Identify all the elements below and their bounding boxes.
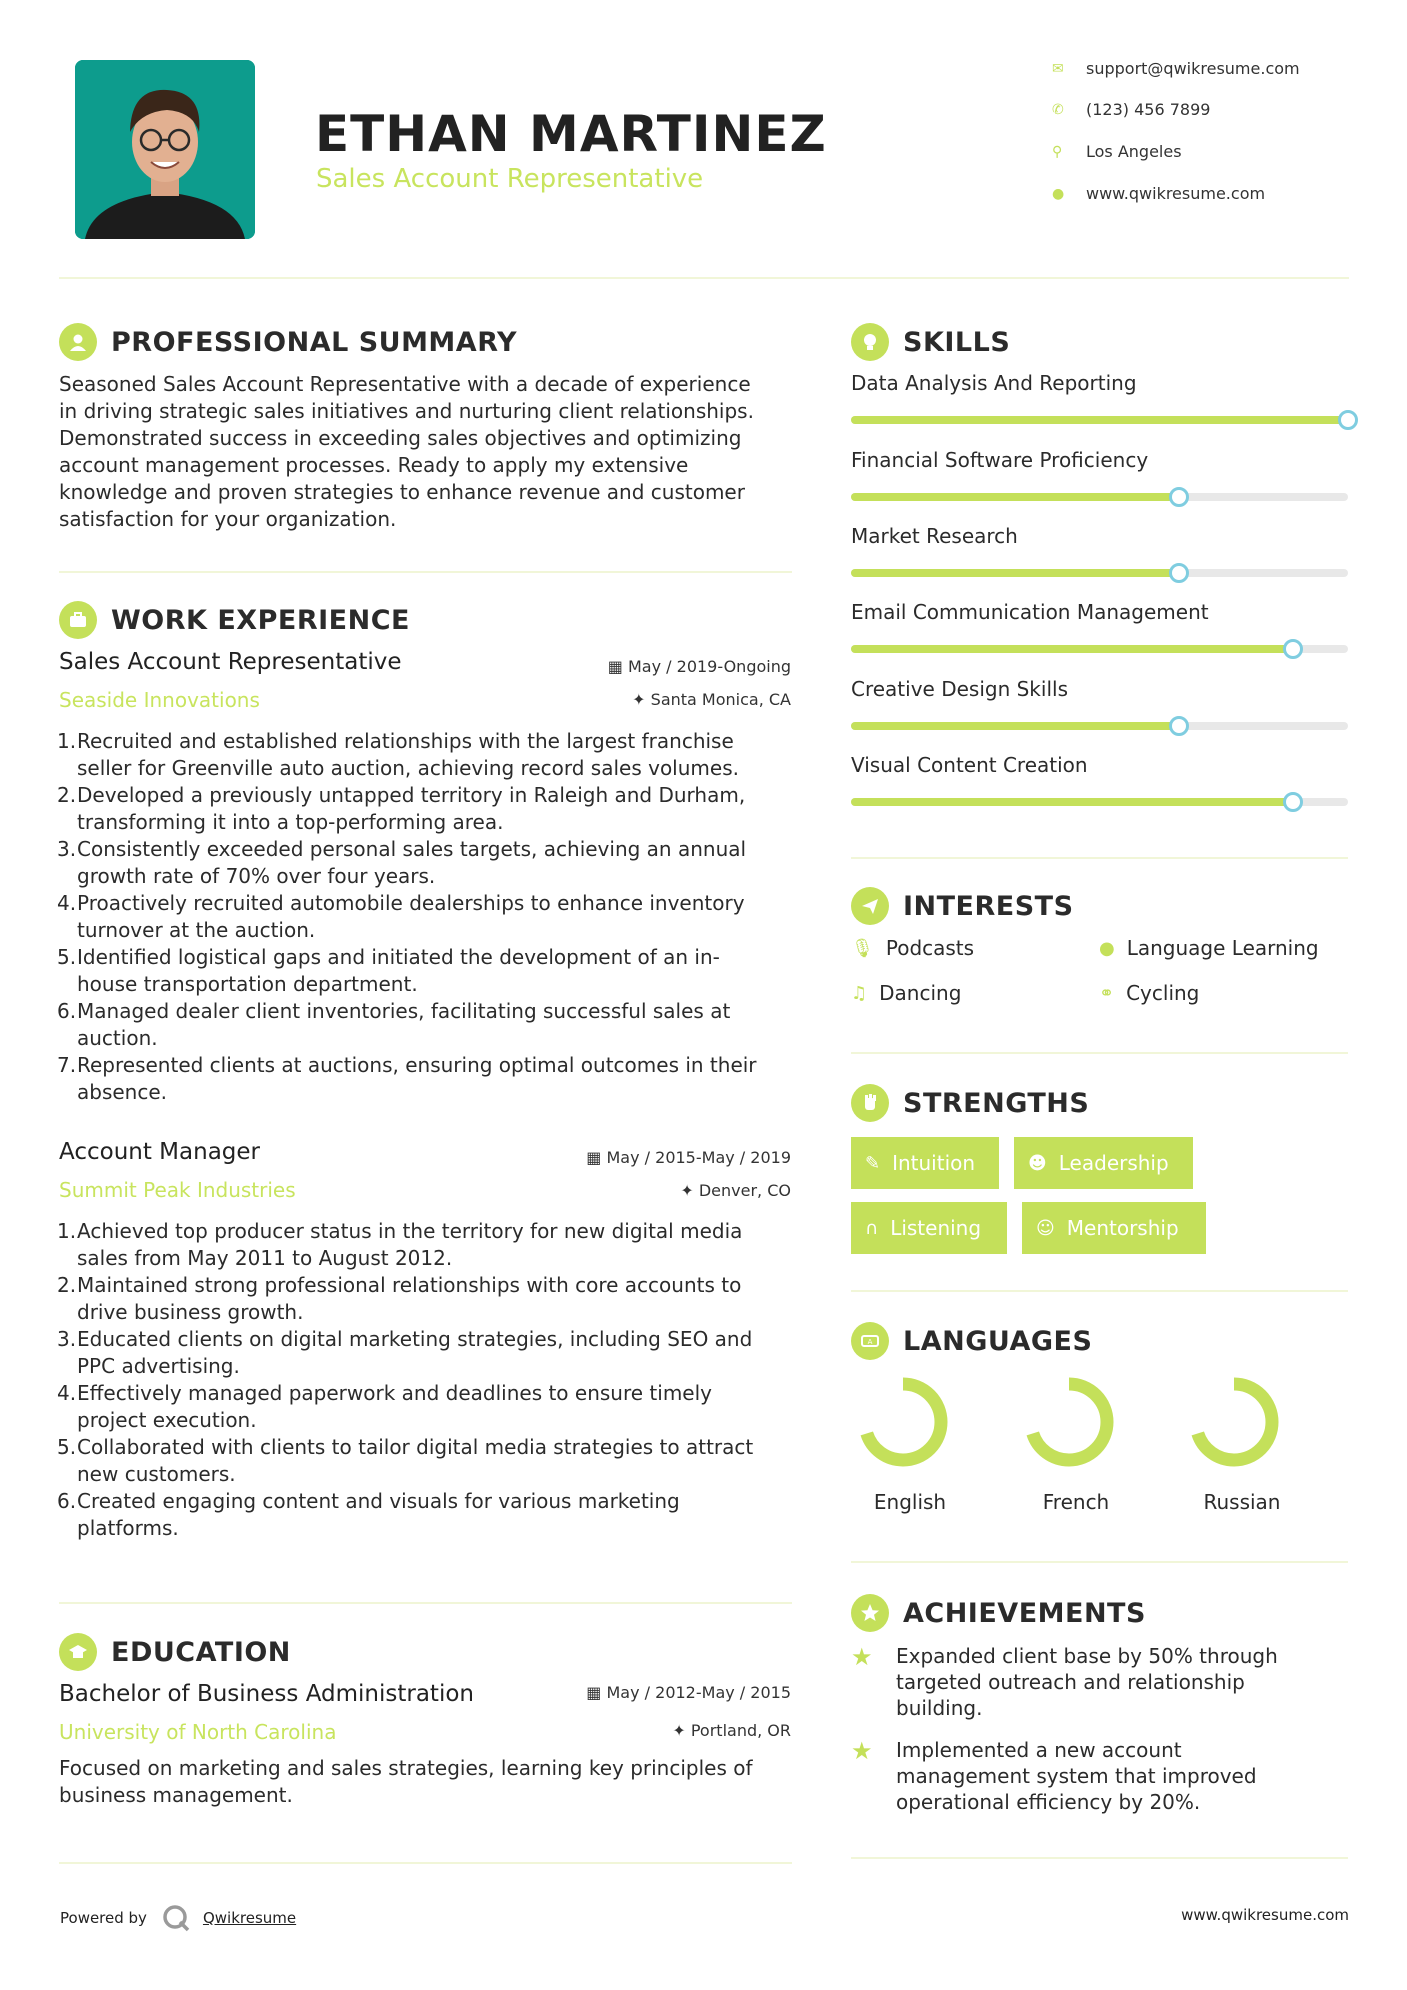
- calendar-icon: ▦: [607, 657, 628, 676]
- languages-divider: [851, 1561, 1348, 1563]
- languages-title: LANGUAGES: [903, 1325, 1093, 1357]
- education-divider: [59, 1862, 792, 1864]
- globe-icon: ●: [1099, 937, 1115, 959]
- strengths-title: STRENGTHS: [903, 1087, 1090, 1119]
- footer-website[interactable]: www.qwikresume.com: [1181, 1906, 1349, 1924]
- summary-title: PROFESSIONAL SUMMARY: [111, 326, 518, 358]
- calendar-icon: ▦: [586, 1148, 607, 1167]
- skill-name: Visual Content Creation: [851, 753, 1088, 777]
- job-1-location: ✦ Santa Monica, CA: [632, 690, 791, 709]
- phone-text: (123) 456 7899: [1086, 100, 1211, 119]
- job-2-company: Summit Peak Industries: [59, 1178, 296, 1202]
- work-divider: [59, 1602, 792, 1604]
- job-1-company: Seaside Innovations: [59, 688, 260, 712]
- header-divider: [59, 277, 1349, 279]
- job-2-date: ▦ May / 2015-May / 2019: [586, 1148, 791, 1167]
- achievements-divider: [851, 1857, 1348, 1859]
- skill-bar: [851, 722, 1348, 730]
- list-item: 2. Developed a previously untapped territory in Raleigh and Durham, transforming it into a top-performing area.: [57, 783, 746, 834]
- paper-plane-icon: [851, 887, 889, 925]
- list-item: 2. Maintained strong professional relationships with core accounts to drive business growth.: [57, 1273, 742, 1324]
- location-text: Los Angeles: [1086, 142, 1182, 161]
- skill-bar-fill: [851, 722, 1179, 730]
- language-ring: [1023, 1376, 1115, 1468]
- star-icon: ★: [851, 1737, 873, 1765]
- pin-icon: ✦: [680, 1181, 699, 1200]
- strength-badge: ☻ Leadership: [1014, 1137, 1193, 1189]
- envelope-icon: ✉: [1052, 60, 1064, 77]
- strength-badge: ☺ Mentorship: [1022, 1202, 1206, 1254]
- skills-title: SKILLS: [903, 326, 1011, 358]
- job-1-title: Sales Account Representative: [59, 649, 402, 675]
- hand-icon: [851, 1084, 889, 1122]
- skill-name: Email Communication Management: [851, 600, 1209, 624]
- summary-heading: [59, 323, 517, 361]
- work-title: WORK EXPERIENCE: [111, 604, 410, 636]
- star-icon: [851, 1594, 889, 1632]
- skill-bar: [851, 569, 1348, 577]
- education-description: Focused on marketing and sales strategies, learning key principles of business management.: [59, 1756, 753, 1807]
- skill-bar-knob: [1169, 563, 1189, 583]
- job-1-responsibilities: [57, 728, 797, 1106]
- interest-item: ● Language Learning: [1099, 936, 1319, 960]
- skill-name: Creative Design Skills: [851, 677, 1068, 701]
- list-item: 3. Consistently exceeded personal sales targets, achieving an annual growth rate of 70% over four years.: [57, 837, 747, 888]
- powered-by: [60, 1903, 296, 1933]
- calendar-icon: ▦: [586, 1683, 607, 1702]
- strength-badge: ∩ Listening: [851, 1202, 1007, 1254]
- summary-divider: [59, 571, 792, 573]
- school-name: University of North Carolina: [59, 1720, 337, 1744]
- qwikresume-link[interactable]: Qwikresume: [202, 1909, 297, 1927]
- job-2-responsibilities: [57, 1218, 797, 1542]
- list-item: 5. Collaborated with clients to tailor digital media strategies to attract new customers.: [57, 1435, 754, 1486]
- education-date: ▦ May / 2012-May / 2015: [586, 1683, 791, 1702]
- skill-bar-fill: [851, 798, 1293, 806]
- interest-item: ♫ Dancing: [851, 981, 962, 1005]
- achievement-item: ★ Expanded client base by 50% through targeted outreach and relationship building.: [851, 1643, 1278, 1720]
- graduation-icon: [59, 1633, 97, 1671]
- bicycle-icon: ⚭: [1099, 982, 1115, 1004]
- list-item: 6. Created engaging content and visuals for various marketing platforms.: [57, 1489, 680, 1540]
- contact-phone[interactable]: [1052, 100, 1210, 119]
- skill-bar-fill: [851, 493, 1179, 501]
- qwikresume-logo-icon: [161, 1903, 191, 1933]
- strength-badge: ✎ Intuition: [851, 1137, 999, 1189]
- lightbulb-icon: [851, 323, 889, 361]
- skill-bar: [851, 416, 1348, 424]
- skill-bar-fill: [851, 416, 1348, 424]
- powered-by-label: Powered by: [60, 1909, 147, 1927]
- pin-icon: ✦: [672, 1721, 691, 1740]
- phone-icon: ✆: [1052, 101, 1064, 118]
- list-item: 4. Effectively managed paperwork and deadlines to ensure timely project execution.: [57, 1381, 712, 1432]
- interest-item: 🎙 Podcasts: [851, 936, 975, 960]
- skill-name: Market Research: [851, 524, 1018, 548]
- skill-bar-knob: [1283, 639, 1303, 659]
- email-text: support@qwikresume.com: [1086, 59, 1300, 78]
- skill-bar: [851, 645, 1348, 653]
- svg-text:A: A: [867, 1338, 873, 1346]
- interests-title: INTERESTS: [903, 890, 1074, 922]
- list-item: 3. Educated clients on digital marketing strategies, including SEO and PPC advertising.: [57, 1327, 753, 1378]
- languages-heading: [851, 1322, 1092, 1360]
- skill-bar-knob: [1283, 792, 1303, 812]
- achievements-title: ACHIEVEMENTS: [903, 1597, 1146, 1629]
- magic-wand-icon: ✎: [865, 1152, 881, 1174]
- skills-divider: [851, 857, 1348, 859]
- list-item: 7. Represented clients at auctions, ensuring optimal outcomes in their absence.: [57, 1053, 757, 1104]
- candidate-name: ETHAN MARTINEZ: [315, 105, 827, 163]
- contact-location: [1052, 142, 1182, 161]
- contact-website[interactable]: [1052, 184, 1265, 203]
- candidate-title: Sales Account Representative: [316, 164, 704, 194]
- language-ring: [857, 1376, 949, 1468]
- music-note-icon: ♫: [851, 982, 868, 1004]
- skill-name: Data Analysis And Reporting: [851, 371, 1137, 395]
- briefcase-icon: [59, 601, 97, 639]
- skill-bar-knob: [1169, 487, 1189, 507]
- skills-heading: [851, 323, 1010, 361]
- job-2-location: ✦ Denver, CO: [680, 1181, 791, 1200]
- skill-bar: [851, 493, 1348, 501]
- list-item: 5. Identified logistical gaps and initiated the development of an in- house transportation department.: [57, 945, 720, 996]
- profile-photo: [75, 60, 255, 239]
- contact-email[interactable]: [1052, 59, 1300, 78]
- language-name: French: [1042, 1490, 1110, 1514]
- education-location: ✦ Portland, OR: [672, 1721, 791, 1740]
- star-icon: ★: [851, 1643, 873, 1671]
- list-item: 6. Managed dealer client inventories, facilitating successful sales at auction.: [57, 999, 731, 1050]
- map-pin-icon: ⚲: [1052, 143, 1063, 160]
- user-icon: [59, 323, 97, 361]
- job-1-date: ▦ May / 2019-Ongoing: [607, 657, 791, 676]
- language-icon: [851, 1322, 889, 1360]
- interests-divider: [851, 1052, 1348, 1054]
- education-title: EDUCATION: [111, 1636, 291, 1668]
- job-2-title: Account Manager: [59, 1139, 260, 1165]
- skill-bar: [851, 798, 1348, 806]
- skill-bar-fill: [851, 569, 1179, 577]
- work-heading: [59, 601, 410, 639]
- interest-item: ⚭ Cycling: [1099, 981, 1200, 1005]
- language-name: Russian: [1203, 1490, 1281, 1514]
- achievements-heading: [851, 1594, 1146, 1632]
- strengths-divider: [851, 1290, 1348, 1292]
- list-item: 4. Proactively recruited automobile dealerships to enhance inventory turnover at the auction.: [57, 891, 745, 942]
- language-name: English: [873, 1490, 947, 1514]
- user-plus-icon: ☺: [1036, 1217, 1055, 1239]
- skill-bar-fill: [851, 645, 1293, 653]
- strengths-heading: [851, 1084, 1089, 1122]
- degree-title: Bachelor of Business Administration: [59, 1681, 474, 1707]
- interests-heading: [851, 887, 1074, 925]
- headphones-icon: ∩: [865, 1217, 879, 1239]
- skill-name: Financial Software Proficiency: [851, 448, 1149, 472]
- list-item: 1. Achieved top producer status in the territory for new digital media sales from May 2011 to August 2012.: [57, 1219, 743, 1270]
- pin-icon: ✦: [632, 690, 651, 709]
- education-heading: [59, 1633, 291, 1671]
- achievement-item: ★ Implemented a new account management system that improved operational efficiency by 20%.: [851, 1737, 1257, 1814]
- website-text: www.qwikresume.com: [1086, 184, 1266, 203]
- language-ring: [1188, 1376, 1280, 1468]
- microphone-icon: 🎙: [851, 937, 874, 959]
- globe-icon: ●: [1052, 185, 1065, 202]
- list-item: 1. Recruited and established relationships with the largest franchise seller for Greenville auto auction, achieving record sales volumes.: [57, 729, 739, 780]
- skill-bar-knob: [1338, 410, 1358, 430]
- skill-bar-knob: [1169, 716, 1189, 736]
- summary-text: Seasoned Sales Account Representative with a decade of experience in driving strategic sales initiatives and nurturing client relationships. Demonstrated success in exceeding sales objectives and optimizing account management processes. Ready to apply my extensive knowledge and proven strategies to enhance revenue and customer satisfaction for your organization.: [59, 372, 754, 531]
- group-icon: ☻: [1028, 1152, 1047, 1174]
